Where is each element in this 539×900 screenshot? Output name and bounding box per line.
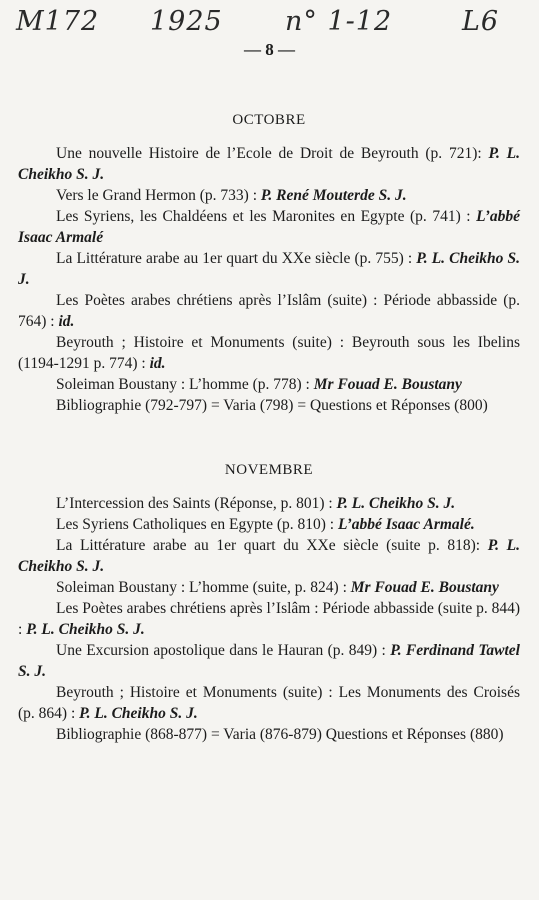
entry-list <box>18 143 520 416</box>
entry-author: P. Ferdinand Tawtel S. J. <box>18 642 520 680</box>
toc-entry <box>18 598 520 640</box>
entry-title: Bibliographie (868-877) = Varia (876-879) Questions et Réponses (880) <box>56 726 504 743</box>
entry-author: P. René Mouterde S. J. <box>260 187 407 204</box>
toc-entry <box>18 577 520 598</box>
entry-title: L’Intercession des Saints (Réponse, p. 801) : <box>56 495 337 512</box>
toc-entry <box>18 640 520 682</box>
entry-author: P. L. Cheikho S. J. <box>336 495 456 512</box>
toc-entry <box>18 290 520 332</box>
toc-entry <box>18 248 520 290</box>
entry-title: La Littérature arabe au 1er quart du XXe siècle (p. 755) : <box>56 250 417 267</box>
entry-title: Les Syriens, les Chaldéens et les Maronites en Egypte (p. 741) : <box>56 208 477 225</box>
entry-title: Les Poètes arabes chrétiens après l’Islâm : Période abbasside (suite p. 844) : <box>18 600 520 638</box>
entry-title: Vers le Grand Hermon (p. 733) : <box>56 187 261 204</box>
entry-title: Les Syriens Catholiques en Egypte (p. 810) : <box>56 516 338 533</box>
entry-author: P. L. Cheikho S. J. <box>18 537 520 575</box>
handwritten-note-year: 1925 <box>150 6 223 37</box>
entry-title: Une nouvelle Histoire de l’Ecole de Droit de Beyrouth (p. 721): <box>56 145 489 162</box>
toc-entry <box>18 143 520 185</box>
toc-entry <box>18 724 520 745</box>
entry-title: Beyrouth ; Histoire et Monuments (suite) : Les Monuments des Croisés (p. 864) : <box>18 684 520 722</box>
entry-author: Mr Fouad E. Boustany <box>350 579 499 596</box>
entry-title: Beyrouth ; Histoire et Monuments (suite) : Beyrouth sous les Ibelins (1194-1291 p. 774) : <box>18 334 520 372</box>
entry-title: Soleiman Boustany : L’homme (p. 778) : <box>56 376 314 393</box>
entry-title: Soleiman Boustany : L’homme (suite, p. 824) : <box>56 579 351 596</box>
toc-entry <box>18 332 520 374</box>
toc-entry <box>18 535 520 577</box>
entry-author: P. L. Cheikho S. J. <box>18 145 520 183</box>
toc-entry <box>18 493 520 514</box>
toc-entry <box>18 682 520 724</box>
toc-entry <box>18 206 520 248</box>
handwritten-note-right: L6 <box>462 6 500 37</box>
entry-title: Une Excursion apostolique dans le Hauran (p. 849) : <box>56 642 391 659</box>
toc-entry <box>18 395 520 416</box>
entry-title: La Littérature arabe au 1er quart du XXe siècle (suite p. 818): <box>56 537 488 554</box>
section-november <box>18 462 520 745</box>
entry-author: P. L. Cheikho S. J. <box>79 705 198 722</box>
entry-author: id. <box>58 313 75 330</box>
handwritten-note-issues: n° 1-12 <box>285 6 393 37</box>
entry-author: P. L. Cheikho S. J. <box>26 621 145 638</box>
entry-author: L’abbé Isaac Armalé <box>18 208 520 246</box>
entry-author: P. L. Cheikho S. J. <box>18 250 520 288</box>
entry-list <box>18 493 520 745</box>
entry-author: L’abbé Isaac Armalé. <box>337 516 475 533</box>
section-heading: OCTOBRE <box>232 112 306 128</box>
page-number: — 8 — <box>244 40 295 59</box>
section-heading: NOVEMBRE <box>224 462 314 478</box>
toc-entry <box>18 514 520 535</box>
section-october <box>18 112 520 416</box>
entry-author: Mr Fouad E. Boustany <box>313 376 462 393</box>
toc-entry <box>18 374 520 395</box>
handwritten-note-left: M172 <box>16 6 100 37</box>
entry-title: Bibliographie (792-797) = Varia (798) = Questions et Réponses (800) <box>56 397 488 414</box>
entry-title: Les Poètes arabes chrétiens après l’Islâm (suite) : Période abbasside (p. 764) : <box>18 292 520 330</box>
toc-entry <box>18 185 520 206</box>
entry-author: id. <box>149 355 166 372</box>
